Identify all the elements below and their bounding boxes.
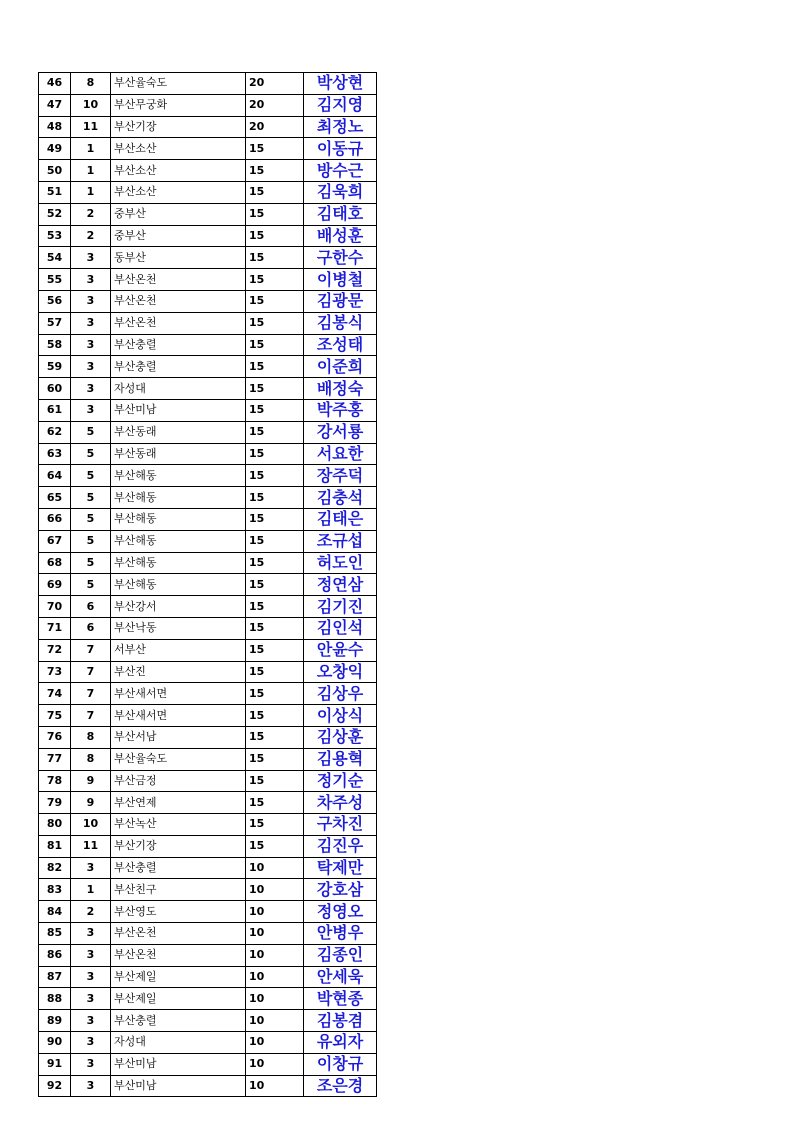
member-name-cell: 안세욱 [304, 966, 377, 988]
table-row [39, 508, 377, 530]
member-name-cell: 조은경 [304, 1075, 377, 1097]
row-number-cell: 62 [39, 421, 71, 443]
row-number-cell: 77 [39, 748, 71, 770]
club-name-cell: 자성대 [111, 378, 246, 400]
group-number-cell: 3 [71, 269, 111, 291]
row-number-cell: 60 [39, 378, 71, 400]
points-cell: 15 [246, 181, 304, 203]
group-number-cell: 10 [71, 814, 111, 836]
club-name-cell: 부산미남 [111, 1075, 246, 1097]
points-cell: 15 [246, 356, 304, 378]
points-cell: 15 [246, 726, 304, 748]
group-number-cell: 3 [71, 923, 111, 945]
member-name-cell: 오창익 [304, 661, 377, 683]
club-name-cell: 중부산 [111, 225, 246, 247]
group-number-cell: 3 [71, 356, 111, 378]
group-number-cell: 3 [71, 944, 111, 966]
points-cell: 15 [246, 269, 304, 291]
points-cell: 15 [246, 443, 304, 465]
member-name-cell: 안윤수 [304, 639, 377, 661]
table-row [39, 574, 377, 596]
points-cell: 15 [246, 290, 304, 312]
group-number-cell: 3 [71, 247, 111, 269]
club-name-cell: 부산해동 [111, 465, 246, 487]
points-cell: 15 [246, 574, 304, 596]
club-name-cell: 부산충렬 [111, 356, 246, 378]
member-name-cell: 김기진 [304, 596, 377, 618]
member-name-cell: 배성훈 [304, 225, 377, 247]
table-row [39, 443, 377, 465]
group-number-cell: 3 [71, 399, 111, 421]
roster-table [38, 72, 377, 1097]
points-cell: 15 [246, 312, 304, 334]
member-name-cell: 이상식 [304, 705, 377, 727]
table-row [39, 857, 377, 879]
club-name-cell: 부산온천 [111, 923, 246, 945]
group-number-cell: 2 [71, 225, 111, 247]
table-row [39, 73, 377, 95]
member-name-cell: 박상현 [304, 73, 377, 95]
club-name-cell: 부산온천 [111, 312, 246, 334]
row-number-cell: 65 [39, 487, 71, 509]
table-row [39, 1075, 377, 1097]
points-cell: 15 [246, 835, 304, 857]
club-name-cell: 서부산 [111, 639, 246, 661]
table-row [39, 792, 377, 814]
table-row [39, 923, 377, 945]
club-name-cell: 부산소산 [111, 181, 246, 203]
points-cell: 15 [246, 399, 304, 421]
table-row [39, 944, 377, 966]
group-number-cell: 5 [71, 574, 111, 596]
member-name-cell: 차주성 [304, 792, 377, 814]
table-row [39, 160, 377, 182]
points-cell: 20 [246, 73, 304, 95]
points-cell: 15 [246, 160, 304, 182]
table-row [39, 465, 377, 487]
club-name-cell: 부산소산 [111, 160, 246, 182]
table-row [39, 966, 377, 988]
group-number-cell: 11 [71, 835, 111, 857]
points-cell: 10 [246, 1032, 304, 1054]
member-name-cell: 유외자 [304, 1032, 377, 1054]
row-number-cell: 74 [39, 683, 71, 705]
table-row [39, 138, 377, 160]
member-name-cell: 박주홍 [304, 399, 377, 421]
table-row [39, 617, 377, 639]
group-number-cell: 7 [71, 705, 111, 727]
table-row [39, 334, 377, 356]
row-number-cell: 56 [39, 290, 71, 312]
club-name-cell: 부산제일 [111, 966, 246, 988]
club-name-cell: 부산동래 [111, 443, 246, 465]
club-name-cell: 부산기장 [111, 835, 246, 857]
table-row [39, 1010, 377, 1032]
table-row [39, 225, 377, 247]
table-row [39, 94, 377, 116]
group-number-cell: 7 [71, 639, 111, 661]
club-name-cell: 부산온천 [111, 944, 246, 966]
club-name-cell: 부산소산 [111, 138, 246, 160]
points-cell: 15 [246, 639, 304, 661]
group-number-cell: 3 [71, 1053, 111, 1075]
row-number-cell: 47 [39, 94, 71, 116]
club-name-cell: 부산친구 [111, 879, 246, 901]
group-number-cell: 5 [71, 421, 111, 443]
table-row [39, 552, 377, 574]
member-name-cell: 안병우 [304, 923, 377, 945]
group-number-cell: 1 [71, 160, 111, 182]
table-row [39, 901, 377, 923]
club-name-cell: 동부산 [111, 247, 246, 269]
group-number-cell: 2 [71, 901, 111, 923]
member-name-cell: 장주덕 [304, 465, 377, 487]
table-row [39, 770, 377, 792]
group-number-cell: 5 [71, 443, 111, 465]
points-cell: 10 [246, 923, 304, 945]
group-number-cell: 8 [71, 73, 111, 95]
member-name-cell: 박현종 [304, 988, 377, 1010]
row-number-cell: 92 [39, 1075, 71, 1097]
club-name-cell: 부산서남 [111, 726, 246, 748]
points-cell: 15 [246, 748, 304, 770]
table-row [39, 596, 377, 618]
member-name-cell: 김충석 [304, 487, 377, 509]
member-name-cell: 김용혁 [304, 748, 377, 770]
points-cell: 20 [246, 116, 304, 138]
club-name-cell: 부산해동 [111, 508, 246, 530]
table-row [39, 814, 377, 836]
row-number-cell: 85 [39, 923, 71, 945]
member-name-cell: 김태호 [304, 203, 377, 225]
club-name-cell: 부산충렬 [111, 1010, 246, 1032]
member-name-cell: 조성태 [304, 334, 377, 356]
group-number-cell: 3 [71, 378, 111, 400]
table-row [39, 356, 377, 378]
club-name-cell: 부산해동 [111, 530, 246, 552]
row-number-cell: 52 [39, 203, 71, 225]
club-name-cell: 부산진 [111, 661, 246, 683]
group-number-cell: 9 [71, 770, 111, 792]
row-number-cell: 72 [39, 639, 71, 661]
points-cell: 10 [246, 1010, 304, 1032]
club-name-cell: 자성대 [111, 1032, 246, 1054]
group-number-cell: 5 [71, 487, 111, 509]
member-name-cell: 강호삼 [304, 879, 377, 901]
points-cell: 15 [246, 138, 304, 160]
member-name-cell: 서요한 [304, 443, 377, 465]
member-name-cell: 허도인 [304, 552, 377, 574]
group-number-cell: 5 [71, 552, 111, 574]
row-number-cell: 48 [39, 116, 71, 138]
member-name-cell: 김욱희 [304, 181, 377, 203]
member-name-cell: 구한수 [304, 247, 377, 269]
points-cell: 20 [246, 94, 304, 116]
club-name-cell: 부산금정 [111, 770, 246, 792]
points-cell: 15 [246, 334, 304, 356]
points-cell: 15 [246, 596, 304, 618]
row-number-cell: 51 [39, 181, 71, 203]
table-row [39, 421, 377, 443]
points-cell: 15 [246, 792, 304, 814]
row-number-cell: 63 [39, 443, 71, 465]
row-number-cell: 54 [39, 247, 71, 269]
member-name-cell: 정연삼 [304, 574, 377, 596]
table-row [39, 639, 377, 661]
table-row [39, 988, 377, 1010]
table-row [39, 1053, 377, 1075]
points-cell: 10 [246, 988, 304, 1010]
group-number-cell: 3 [71, 1075, 111, 1097]
row-number-cell: 59 [39, 356, 71, 378]
member-name-cell: 강서룡 [304, 421, 377, 443]
member-name-cell: 구차진 [304, 814, 377, 836]
points-cell: 10 [246, 901, 304, 923]
member-name-cell: 이병철 [304, 269, 377, 291]
group-number-cell: 5 [71, 465, 111, 487]
table-row [39, 378, 377, 400]
club-name-cell: 부산율숙도 [111, 748, 246, 770]
member-name-cell: 김지영 [304, 94, 377, 116]
row-number-cell: 86 [39, 944, 71, 966]
club-name-cell: 부산연제 [111, 792, 246, 814]
club-name-cell: 부산무궁화 [111, 94, 246, 116]
points-cell: 15 [246, 661, 304, 683]
points-cell: 15 [246, 487, 304, 509]
group-number-cell: 3 [71, 988, 111, 1010]
row-number-cell: 79 [39, 792, 71, 814]
group-number-cell: 11 [71, 116, 111, 138]
row-number-cell: 57 [39, 312, 71, 334]
group-number-cell: 3 [71, 857, 111, 879]
table-row [39, 705, 377, 727]
points-cell: 10 [246, 966, 304, 988]
club-name-cell: 부산미남 [111, 399, 246, 421]
group-number-cell: 3 [71, 1032, 111, 1054]
club-name-cell: 부산녹산 [111, 814, 246, 836]
club-name-cell: 부산해동 [111, 487, 246, 509]
member-name-cell: 김상우 [304, 683, 377, 705]
points-cell: 15 [246, 508, 304, 530]
club-name-cell: 부산율숙도 [111, 73, 246, 95]
table-row [39, 203, 377, 225]
table-row [39, 116, 377, 138]
member-name-cell: 탁제만 [304, 857, 377, 879]
row-number-cell: 91 [39, 1053, 71, 1075]
club-name-cell: 부산미남 [111, 1053, 246, 1075]
table-row [39, 181, 377, 203]
row-number-cell: 66 [39, 508, 71, 530]
club-name-cell: 부산새서면 [111, 705, 246, 727]
table-row [39, 530, 377, 552]
member-name-cell: 이창규 [304, 1053, 377, 1075]
points-cell: 10 [246, 1075, 304, 1097]
club-name-cell: 부산제일 [111, 988, 246, 1010]
points-cell: 15 [246, 203, 304, 225]
row-number-cell: 53 [39, 225, 71, 247]
table-row [39, 487, 377, 509]
points-cell: 10 [246, 879, 304, 901]
row-number-cell: 64 [39, 465, 71, 487]
group-number-cell: 3 [71, 312, 111, 334]
group-number-cell: 6 [71, 596, 111, 618]
group-number-cell: 5 [71, 508, 111, 530]
group-number-cell: 1 [71, 138, 111, 160]
points-cell: 15 [246, 225, 304, 247]
club-name-cell: 부산강서 [111, 596, 246, 618]
member-name-cell: 김진우 [304, 835, 377, 857]
group-number-cell: 8 [71, 726, 111, 748]
table-row [39, 399, 377, 421]
row-number-cell: 70 [39, 596, 71, 618]
points-cell: 15 [246, 378, 304, 400]
row-number-cell: 46 [39, 73, 71, 95]
table-row [39, 661, 377, 683]
row-number-cell: 69 [39, 574, 71, 596]
row-number-cell: 61 [39, 399, 71, 421]
group-number-cell: 6 [71, 617, 111, 639]
points-cell: 10 [246, 1053, 304, 1075]
member-name-cell: 김종인 [304, 944, 377, 966]
group-number-cell: 9 [71, 792, 111, 814]
row-number-cell: 81 [39, 835, 71, 857]
table-row [39, 290, 377, 312]
member-name-cell: 정영오 [304, 901, 377, 923]
points-cell: 15 [246, 617, 304, 639]
row-number-cell: 49 [39, 138, 71, 160]
member-name-cell: 최정노 [304, 116, 377, 138]
member-name-cell: 김태은 [304, 508, 377, 530]
member-name-cell: 이동규 [304, 138, 377, 160]
row-number-cell: 76 [39, 726, 71, 748]
member-name-cell: 정기순 [304, 770, 377, 792]
points-cell: 15 [246, 465, 304, 487]
member-name-cell: 조규섭 [304, 530, 377, 552]
club-name-cell: 부산낙동 [111, 617, 246, 639]
row-number-cell: 84 [39, 901, 71, 923]
points-cell: 15 [246, 770, 304, 792]
row-number-cell: 78 [39, 770, 71, 792]
points-cell: 15 [246, 814, 304, 836]
club-name-cell: 부산동래 [111, 421, 246, 443]
row-number-cell: 88 [39, 988, 71, 1010]
table-row [39, 247, 377, 269]
table-row [39, 726, 377, 748]
points-cell: 15 [246, 247, 304, 269]
row-number-cell: 50 [39, 160, 71, 182]
row-number-cell: 73 [39, 661, 71, 683]
group-number-cell: 7 [71, 661, 111, 683]
row-number-cell: 80 [39, 814, 71, 836]
club-name-cell: 중부산 [111, 203, 246, 225]
group-number-cell: 3 [71, 1010, 111, 1032]
group-number-cell: 3 [71, 334, 111, 356]
row-number-cell: 75 [39, 705, 71, 727]
group-number-cell: 2 [71, 203, 111, 225]
points-cell: 10 [246, 944, 304, 966]
member-name-cell: 김광문 [304, 290, 377, 312]
row-number-cell: 58 [39, 334, 71, 356]
points-cell: 15 [246, 530, 304, 552]
table-row [39, 748, 377, 770]
row-number-cell: 87 [39, 966, 71, 988]
club-name-cell: 부산영도 [111, 901, 246, 923]
club-name-cell: 부산온천 [111, 269, 246, 291]
group-number-cell: 5 [71, 530, 111, 552]
member-name-cell: 김봉식 [304, 312, 377, 334]
member-name-cell: 방수근 [304, 160, 377, 182]
group-number-cell: 8 [71, 748, 111, 770]
points-cell: 15 [246, 705, 304, 727]
club-name-cell: 부산새서면 [111, 683, 246, 705]
club-name-cell: 부산해동 [111, 552, 246, 574]
row-number-cell: 68 [39, 552, 71, 574]
table-row [39, 835, 377, 857]
member-name-cell: 이준희 [304, 356, 377, 378]
points-cell: 10 [246, 857, 304, 879]
member-name-cell: 배정숙 [304, 378, 377, 400]
row-number-cell: 90 [39, 1032, 71, 1054]
row-number-cell: 71 [39, 617, 71, 639]
points-cell: 15 [246, 552, 304, 574]
roster-table-body [39, 73, 377, 1097]
member-name-cell: 김봉겸 [304, 1010, 377, 1032]
club-name-cell: 부산충렬 [111, 857, 246, 879]
table-row [39, 269, 377, 291]
club-name-cell: 부산해동 [111, 574, 246, 596]
row-number-cell: 89 [39, 1010, 71, 1032]
row-number-cell: 55 [39, 269, 71, 291]
table-row [39, 312, 377, 334]
club-name-cell: 부산기장 [111, 116, 246, 138]
group-number-cell: 10 [71, 94, 111, 116]
points-cell: 15 [246, 683, 304, 705]
member-name-cell: 김인석 [304, 617, 377, 639]
club-name-cell: 부산충렬 [111, 334, 246, 356]
member-name-cell: 김상훈 [304, 726, 377, 748]
row-number-cell: 82 [39, 857, 71, 879]
table-row [39, 879, 377, 901]
table-row [39, 1032, 377, 1054]
club-name-cell: 부산온천 [111, 290, 246, 312]
group-number-cell: 1 [71, 181, 111, 203]
table-row [39, 683, 377, 705]
points-cell: 15 [246, 421, 304, 443]
group-number-cell: 3 [71, 290, 111, 312]
group-number-cell: 3 [71, 966, 111, 988]
group-number-cell: 7 [71, 683, 111, 705]
row-number-cell: 83 [39, 879, 71, 901]
group-number-cell: 1 [71, 879, 111, 901]
row-number-cell: 67 [39, 530, 71, 552]
